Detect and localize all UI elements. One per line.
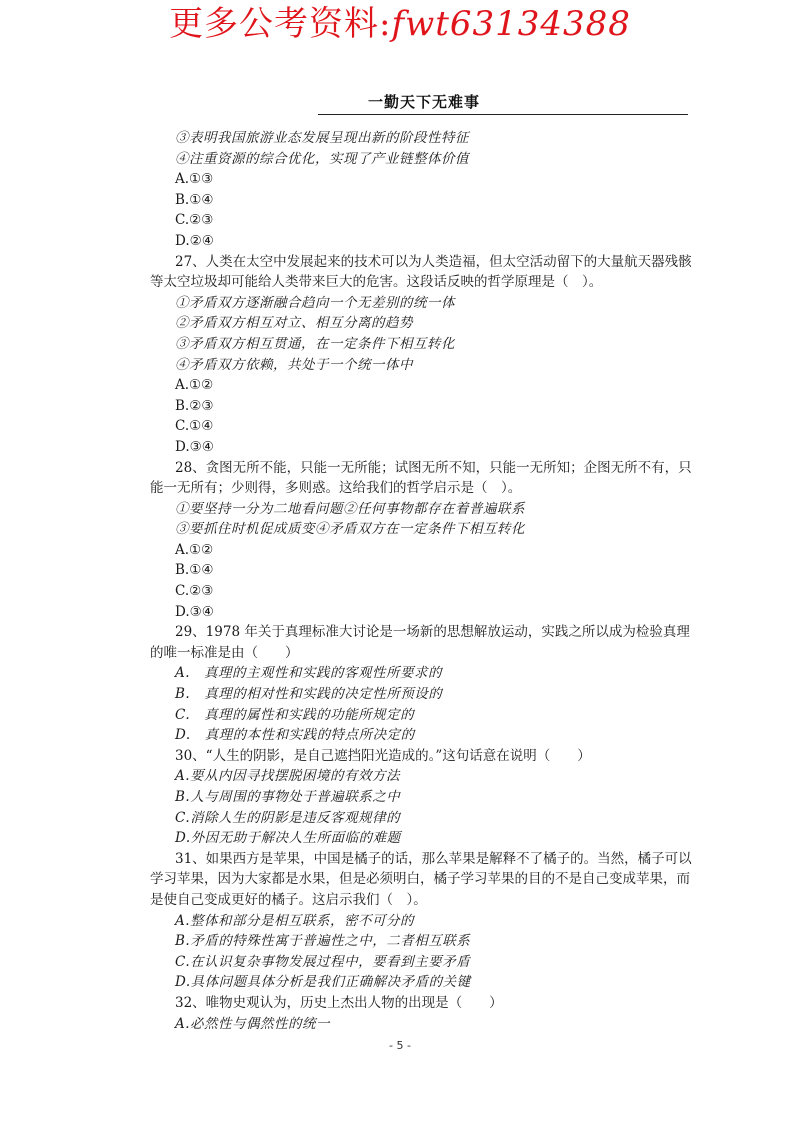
option-line: D. 真理的本性和实践的特点所决定的 xyxy=(175,727,415,744)
statement-line: ②矛盾双方相互对立、相互分离的趋势 xyxy=(175,315,413,332)
page-number: - 5 - xyxy=(389,1039,411,1052)
option-line: B. 真理的相对性和实践的决定性所预设的 xyxy=(175,686,443,703)
option-line: B.人与周围的事物处于普遍联系之中 xyxy=(175,789,401,805)
option-line: C.消除人生的阴影是违反客观规律的 xyxy=(175,809,401,826)
option-line: C. 真理的属性和实践的功能所规定的 xyxy=(175,706,415,723)
question-27 xyxy=(150,252,698,458)
statement-line: ④注重资源的综合优化，实现了产业链整体价值 xyxy=(175,150,469,167)
statement-line: ①矛盾双方逐渐融合趋向一个无差别的统一体 xyxy=(175,294,455,311)
statement-line: ①要坚持一分为二地看问题②任何事物都存在着普遍联系 xyxy=(175,500,525,517)
statement-line: ④矛盾双方依赖，共处于一个统一体中 xyxy=(175,356,413,373)
option-line: D.③④ xyxy=(175,438,214,455)
option-line: A.整体和部分是相互联系，密不可分的 xyxy=(175,912,415,929)
continued-options xyxy=(150,128,698,252)
question-stem: 29、1978 年关于真理标准大讨论是一场新的思想解放运动，实践之所以成为检验真理的唯一标准是由（ ） xyxy=(150,624,690,661)
statement-line: ③要抓住时机促成质变④矛盾双方在一定条件下相互转化 xyxy=(175,521,525,538)
option-line: A.必然性与偶然性的统一 xyxy=(175,1015,331,1032)
banner-prefix: 更多公考资料: xyxy=(169,4,392,44)
page-header-title: 一勤天下无难事 xyxy=(368,93,481,111)
option-line: C.②③ xyxy=(175,583,214,600)
header-rule xyxy=(318,114,688,115)
question-stem: 28、贪图无所不能，只能一无所能；试图无所不知，只能一无所知；企图无所不有，只能一无所有；少则得，多则惑。这给我们的哲学启示是（ ）。 xyxy=(150,459,692,497)
question-stem: 27、人类在太空中发展起来的技术可以为人类造福，但太空活动留下的大量航天器残骸等太空垃圾却可能给人类带来巨大的危害。这段话反映的哲学原理是（ ）。 xyxy=(150,253,692,291)
option-line: B.①④ xyxy=(175,562,214,579)
statement-line: ③矛盾双方相互贯通，在一定条件下相互转化 xyxy=(175,335,455,352)
option-line: C.②③ xyxy=(175,212,214,229)
option-line: A.①③ xyxy=(175,171,214,188)
option-line: A.①② xyxy=(175,541,214,558)
question-stem: 30、“人生的阴影，是自己遮挡阳光造成的。”这句话意在说明（ ） xyxy=(175,747,591,764)
question-29 xyxy=(150,622,698,746)
option-line: B.②③ xyxy=(175,397,214,414)
option-line: D.具体问题具体分析是我们正确解决矛盾的关键 xyxy=(175,974,471,991)
statement-line: ③表明我国旅游业态发展呈现出新的阶段性特征 xyxy=(175,130,469,146)
option-line: A. 真理的主观性和实践的客观性所要求的 xyxy=(175,665,443,682)
question-30 xyxy=(150,746,698,849)
option-line: D.③④ xyxy=(175,603,214,620)
option-line: A.要从内因寻找摆脱困境的有效方法 xyxy=(175,768,401,785)
option-line: A.①② xyxy=(175,377,214,394)
option-line: B.矛盾的特殊性寓于普遍性之中，二者相互联系 xyxy=(175,933,471,950)
option-line: D.②④ xyxy=(175,232,214,249)
question-31 xyxy=(150,849,698,993)
option-line: D.外因无助于解决人生所面临的难题 xyxy=(175,830,401,847)
question-32 xyxy=(150,993,698,1034)
question-stem: 31、如果西方是苹果，中国是橘子的话，那么苹果是解释不了橘子的。当然，橘子可以学习苹果，因为大家都是水果，但是必须明白，橘子学习苹果的目的不是自己变成苹果，而是使自己变成更好的橘子。这启示我们（ ）。 xyxy=(150,850,692,908)
banner-contact: fwt63134388 xyxy=(391,4,631,44)
option-line: C.①④ xyxy=(175,418,214,435)
promo-banner xyxy=(0,2,800,46)
question-stem: 32、唯物史观认为，历史上杰出人物的出现是（ ） xyxy=(175,994,503,1011)
option-line: C.在认识复杂事物发展过程中，要看到主要矛盾 xyxy=(175,953,471,970)
option-line: B.①④ xyxy=(175,191,214,208)
question-28 xyxy=(150,458,698,623)
document-body xyxy=(150,128,698,1034)
